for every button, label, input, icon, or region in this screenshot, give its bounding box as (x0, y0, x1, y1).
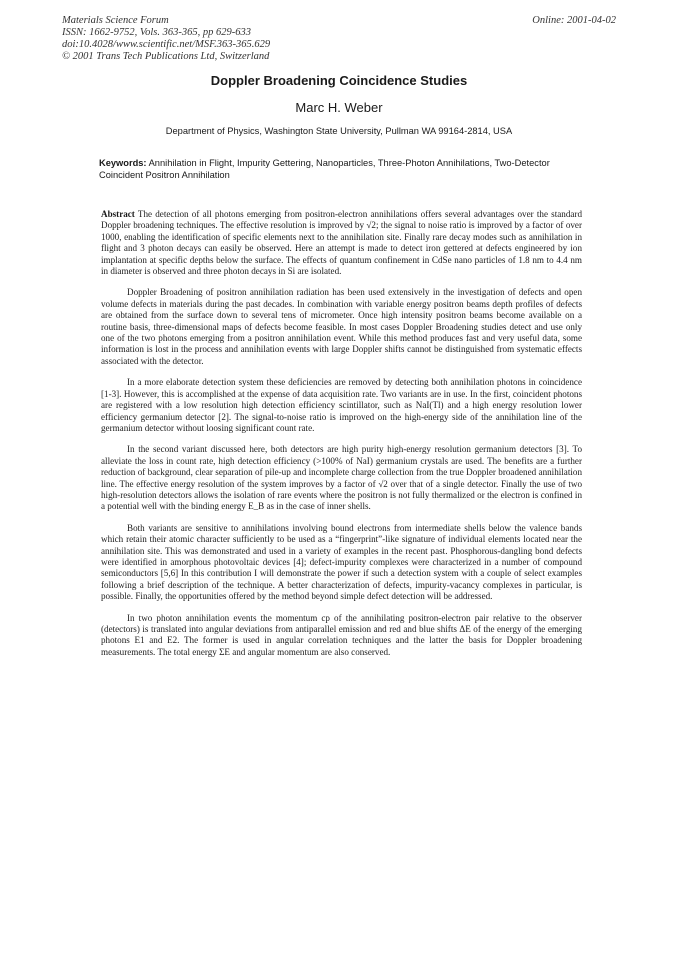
keywords-label: Keywords: (99, 158, 147, 168)
paper-body (101, 209, 582, 668)
abstract-paragraph (101, 209, 582, 277)
online-date: Online: 2001-04-02 (532, 15, 616, 26)
body-paragraph-1: Doppler Broadening of positron annihilation radiation has been used extensively in the investigation of defects and open volume defects in materials during the past decades. In combination with variable energy positron beams depth profiles of defects are obtained from the surface down to several tens of micrometer. Once high intensity positron beams become available on a routine basis, three-dimensional maps of defects become feasible. In most cases Doppler Broadening studies detect and use only one of the two photons emerging from a positron annihilation event. While this method produces fast and very useful data, some information is lost in the process and annihilation events with large Doppler shifts cannot be distinguished from systematic effects associated with the detector. (101, 287, 582, 366)
abstract-text: The detection of all photons emerging from positron-electron annihilations offers several advantages over the standard Doppler broadening techniques. The effective resolution is improved by √2; the signal to noise ratio is improved by a factor of over 1000, enabling the identification of specific elements next to the annihilation site. Finally rare decay modes such as annihilation in flight and 3 photon decays can easily be observed. Here an attempt is made to detect iron gettered at defects engineered by ion implantation at specific depths below the surface. The effects of quantum confinement in CdSe nano particles of 1.8 nm to 4.4 nm in diameter is observed and three photon decays in Si are isolated. (101, 209, 582, 277)
journal-header (62, 15, 270, 63)
copyright-line: © 2001 Trans Tech Publications Ltd, Switzerland (62, 51, 270, 62)
abstract-label: Abstract (101, 209, 135, 219)
paper-title: Doppler Broadening Coincidence Studies (210, 73, 468, 88)
doi-link[interactable]: doi:10.4028/www.scientific.net/MSF.363-365.629 (62, 39, 271, 50)
issn-line: ISSN: 1662-9752, Vols. 363-365, pp 629-633 (62, 27, 251, 38)
keywords-block (99, 157, 559, 181)
body-paragraph-5: In two photon annihilation events the momentum cp of the annihilating positron-electron pair relative to the observer (detectors) is translated into angular deviations from antiparallel emission and red and blue shifts ΔE of the energy of the emerging photons E1 and E2. The former is used in angular correlation techniques and the latter the basis for Doppler broadening measurements. The total energy ΣE and angular momentum are also conserved. (101, 612, 582, 657)
affiliation: Department of Physics, Washington State University, Pullman WA 99164-2814, USA (165, 126, 513, 136)
body-paragraph-2: In a more elaborate detection system these deficiencies are removed by detecting both annihilation photons in coincidence [1-3]. However, this is accomplished at the expense of data acquisition rate. Two variants are in use. In the first, coincident photons are registered with a low resolution high detection efficiency scintillator, such as NaI(Tl) and a high energy resolution lower efficiency germanium detector [2]. The signal-to-noise ratio is improved on the high-energy side of the annihilation line of the germanium detector without loosing significant count rate. (101, 377, 582, 433)
journal-name: Materials Science Forum (62, 15, 169, 26)
body-paragraph-4: Both variants are sensitive to annihilations involving bound electrons from intermediate shells below the valence bands which retain their atomic character sufficiently to be used as a “fingerprint”-like signature of individual elements located near the annihilation site. This was demonstrated and used in a variety of examples in the recent past. Phosphorous-dangling bond defects were identified in amorphous photovoltaic devices [4]; defect-impurity complexes were characterized in a number of compound semiconductors [5,6] In this contribution I will demonstrate the power if such a detection system with a couple of select examples following a brief description of the technique. A better characterization of defects, impurity-vacancy complexes in particular, is possible. Finally, the opportunities offered by the method beyond simple defect detection will be addressed. (101, 522, 582, 602)
body-paragraph-3: In the second variant discussed here, both detectors are high purity high-energy resolution germanium detectors [3]. To alleviate the loss in count rate, high detection efficiency (>100% of NaI) germanium crystals are used. The benefits are a further reduction of background, clear separation of pile-up and incomplete charge collection from the true Doppler broadened annihilation line. The effective energy resolution of the system improves by a factor of √2 over that of a single detector. Finally the use of two high-resolution detectors allows the isolation of rare events where the positron is not fully thermalized or the electron is confined in a potential well with the binding energy E_B as in the case of inner shells. (101, 444, 582, 512)
keywords-text: Annihilation in Flight, Impurity Gettering, Nanoparticles, Three-Photon Annihilations, Two-Detector Coincident Positron Annihilation (99, 158, 550, 180)
author-name: Marc H. Weber (295, 100, 383, 115)
